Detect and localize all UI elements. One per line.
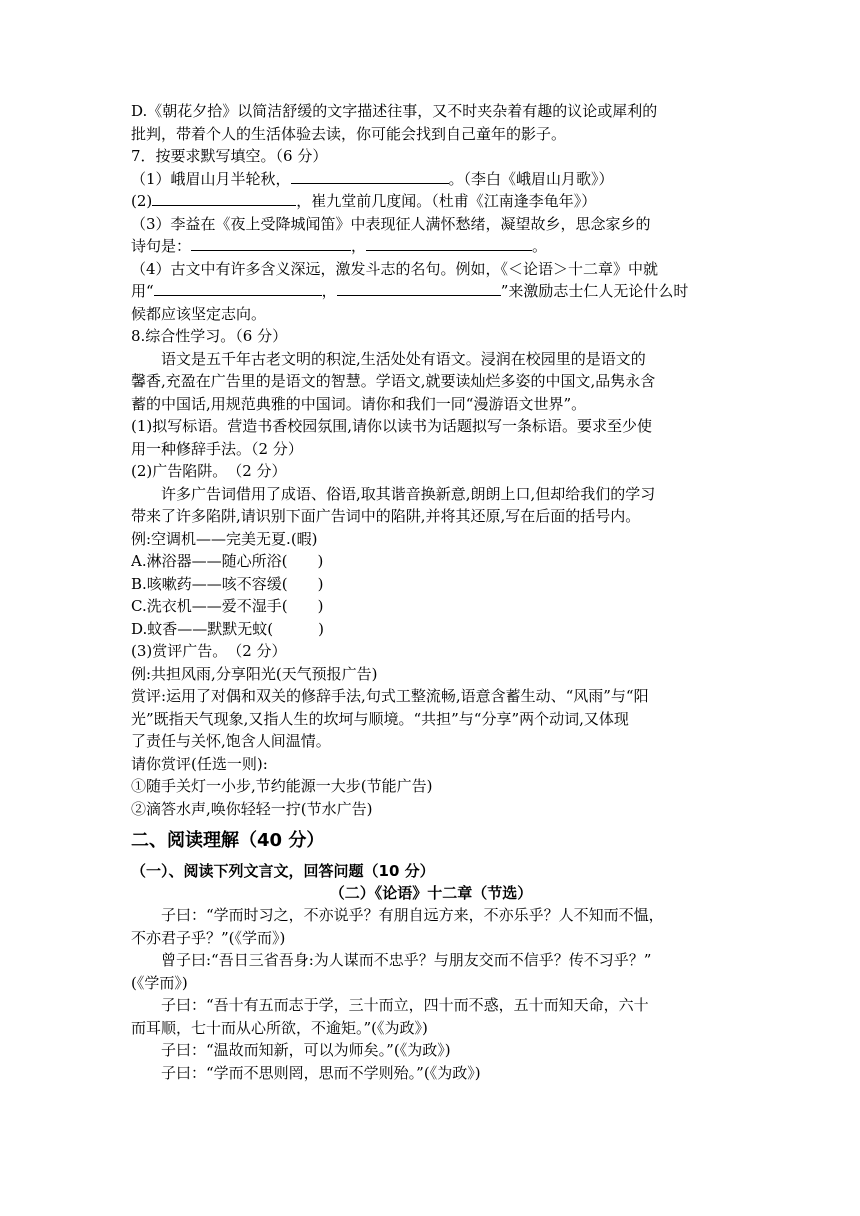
- q8-intro-line3: 蓄的中国话,用规范典雅的中国词。请你和我们一同“漫游语文世界”。: [131, 394, 587, 413]
- q7-item-2: [131, 190, 731, 213]
- passage-paragraph: 而耳顺，七十而从心所欲，不逾矩。”(《为政》): [131, 1018, 428, 1037]
- q7-title: 7．按要求默写填空。（6 分）: [131, 147, 328, 165]
- q8-part1-line2: 用一种修辞手法。（2 分）: [131, 439, 303, 458]
- q7-item-2-label: (2): [131, 192, 153, 210]
- q8-part2-item-c: C.洗衣机——爱不湿手( ): [131, 597, 324, 615]
- answer-blank[interactable]: [152, 190, 296, 206]
- q8-part3-line: 光”既指天气现象,又指人生的坎坷与顺境。“共担”与“分享”两个动词,又体现: [131, 709, 629, 728]
- q8-part2-intro-line2: 带来了许多陷阱,请识别下面广告词中的陷阱,并将其还原,写在后面的括号内。: [131, 507, 641, 525]
- passage-paragraph: 子曰：“学而不思则罔，思而不学则殆。”(《为政》): [161, 1063, 481, 1082]
- section-2-subtitle: （一）、阅读下列文言文，回答问题（10 分）: [131, 862, 435, 880]
- q8-part2-example: 例:空调机——完美无夏.(暇): [131, 529, 318, 548]
- q7-item-4-label: 用“: [131, 282, 154, 300]
- answer-blank[interactable]: [291, 168, 449, 184]
- q7-item-3-label: 诗句是：: [131, 237, 192, 255]
- period: 。: [532, 237, 548, 255]
- passage-paragraph: 子曰：“温故而知新，可以为师矣。”(《为政》): [161, 1041, 451, 1059]
- answer-blank[interactable]: [337, 280, 501, 296]
- passage-paragraph: 子曰：“吾十有五而志于学，三十而立，四十而不惑，五十而知天命，六十: [161, 996, 649, 1014]
- answer-blank[interactable]: [154, 280, 322, 296]
- q7-item-3-line2: [131, 235, 731, 258]
- q8-part3-line: 赏评:运用了对偶和双关的修辞手法,句式工整流畅,语意含蓄生动、“风雨”与“阳: [131, 687, 649, 705]
- passage-paragraph: 不亦君子乎？”(《学而》): [131, 928, 286, 947]
- q7-item-4-line3: 候都应该坚定志向。: [131, 304, 267, 323]
- q8-part3-line: 了责任与关怀,饱含人间温情。: [131, 732, 331, 750]
- passage-paragraph: 子曰：“学而时习之，不亦说乎？有朋自远方来，不亦乐乎？人不知而不愠，: [161, 906, 664, 924]
- passage-paragraph: 曾子曰:“吾日三省吾身:为人谋而不忠乎？与朋友交而不信乎？传不习乎？”: [161, 951, 652, 969]
- q8-title: 8.综合性学习。（6 分）: [131, 327, 288, 345]
- q8-part3-line: 例:共担风雨,分享阳光(天气预报广告): [131, 664, 378, 683]
- q8-intro-line2: 馨香,充盈在广告里的是语文的智慧。学语文,就要读灿烂多姿的中国文,品隽永含: [131, 372, 656, 390]
- q7-item-4-line2: [131, 280, 731, 303]
- q7-item-1: [131, 168, 731, 191]
- document-page: [131, 100, 731, 1084]
- passage-paragraph: (《学而》): [131, 973, 188, 992]
- q7-item-2-text: ，崔九堂前几度闻。（杜甫《江南逢李龟年》）: [296, 192, 597, 210]
- q8-part2-title: (2)广告陷阱。 （2 分）: [131, 462, 287, 480]
- q8-part3-line: ①随手关灯一小步,节约能源一大步(节能广告): [131, 777, 433, 795]
- q8-intro-line1: 语文是五千年古老文明的积淀,生活处处有语文。浸润在校园里的是语文的: [161, 349, 646, 368]
- q8-part2-intro-line1: 许多广告词借用了成语、俗语,取其谐音换新意,朗朗上口,但却给我们的学习: [161, 484, 656, 503]
- comma: ，: [351, 237, 367, 255]
- q8-part3-line: ②滴答水声,唤你轻轻一拧(节水广告): [131, 799, 373, 818]
- section-2-title: 二、阅读理解（40 分）: [131, 830, 325, 851]
- passage-title: （二）《论语》十二章（节选）: [329, 884, 533, 902]
- q8-part3-title: (3)赏评广告。 （2 分）: [131, 642, 287, 660]
- comma: ，: [321, 282, 337, 300]
- q7-item-1-source: 。（李白《峨眉山月歌》）: [448, 169, 614, 188]
- q7-item-4-line1: （4）古文中有许多含义深远，激发斗志的名句。例如，《＜论语＞十二章》中就: [131, 259, 659, 278]
- q8-part2-item-b: B.咳嗽药——咳不容缓( ): [131, 574, 324, 593]
- q6-option-d-line1: D.《朝花夕拾》以简洁舒缓的文字描述往事，又不时夹杂着有趣的议论或犀利的: [131, 102, 658, 120]
- q7-item-4-text: ”来激励志士仁人无论什么时: [500, 282, 689, 300]
- answer-blank[interactable]: [191, 235, 351, 251]
- answer-blank[interactable]: [366, 235, 532, 251]
- q8-part2-item-d: D.蚊香——默默无蚊( ): [131, 619, 324, 638]
- q8-part1-line1: (1)拟写标语。营造书香校园氛围,请你以读书为话题拟写一条标语。要求至少使: [131, 417, 653, 435]
- q7-item-1-text: （1）峨眉山月半轮秋，: [131, 169, 291, 188]
- q6-option-d-line2: 批判，带着个人的生活体验去读，你可能会找到自己童年的影子。: [131, 124, 567, 143]
- q8-part2-item-a: A.淋浴器——随心所浴( ): [131, 552, 324, 570]
- q7-item-3-line1: （3）李益在《夜上受降城闻笛》中表现征人满怀愁绪，凝望故乡，思念家乡的: [131, 214, 651, 233]
- q8-part3-line: 请你赏评(任选一则):: [131, 754, 268, 773]
